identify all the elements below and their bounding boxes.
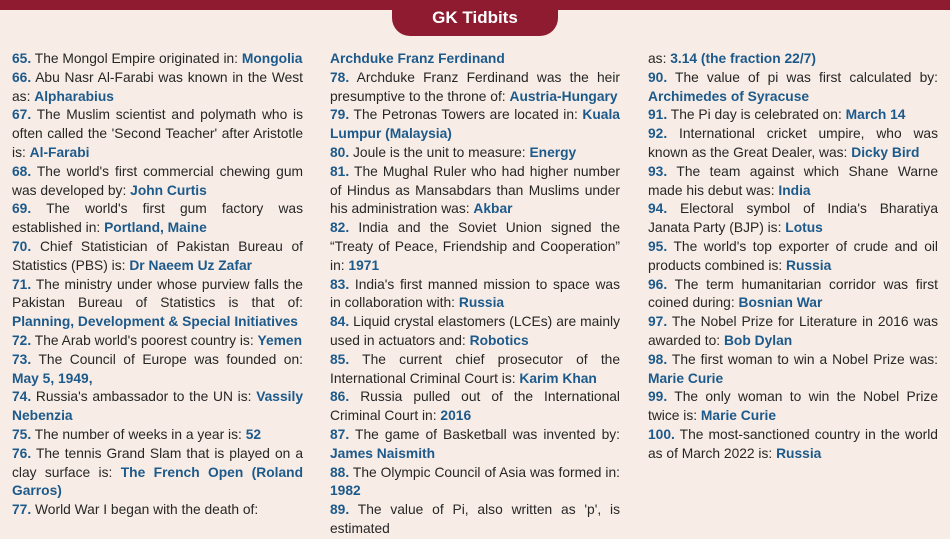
item-answer: Bosnian War [738, 295, 823, 311]
item-answer: Vassily Nebenzia [12, 389, 303, 424]
item-number: 82. [330, 220, 350, 236]
item-question: The value of pi was first calculated by: [675, 69, 938, 85]
item-answer: Planning, Development & Special Initiatives [12, 314, 298, 330]
quiz-item [648, 313, 938, 351]
column-1 [12, 50, 303, 520]
item-answer: Mongolia [241, 51, 303, 66]
item-answer: John Curtis [130, 182, 207, 198]
page-title: GK Tidbits [432, 8, 518, 27]
quiz-item [648, 163, 938, 201]
column-3 [648, 50, 938, 464]
item-question: The Petronas Towers are located in: [353, 107, 578, 123]
item-number: 69. [12, 201, 32, 217]
item-answer: May 5, 1949, [12, 370, 93, 386]
item-answer: Russia [458, 295, 505, 311]
item-answer: Portland, Maine [104, 220, 207, 236]
item-number: 93. [648, 163, 668, 179]
item-number: 89. [330, 502, 350, 518]
item-answer: Russia [776, 445, 822, 461]
item-question: The number of weeks in a year is: [34, 426, 242, 442]
item-question: Russia's ambassador to the UN is: [35, 389, 252, 405]
item-answer: Russia [786, 257, 832, 273]
item-question: The Arab world's poorest country is: [34, 332, 254, 348]
item-number: 66. [12, 69, 32, 85]
quiz-item [330, 69, 620, 107]
item-question: The tennis Grand Slam that is played on a clay surface is: [12, 445, 303, 480]
quiz-item [330, 50, 620, 69]
quiz-item [12, 351, 303, 389]
item-number: 86. [330, 389, 350, 405]
item-number: 77. [12, 502, 32, 518]
item-question: The term humanitarian corridor was first coined during: [648, 276, 938, 311]
item-answer: Robotics [469, 332, 529, 348]
item-question: The Mongol Empire originated in: [34, 51, 239, 66]
quiz-item [12, 445, 303, 501]
item-number: 84. [330, 314, 350, 330]
quiz-item [12, 106, 303, 162]
item-answer: Austria-Hungary [509, 88, 618, 104]
quiz-item [12, 332, 303, 351]
item-number: 96. [648, 276, 668, 292]
quiz-item [330, 276, 620, 314]
item-number: 83. [330, 276, 350, 292]
item-question: The first woman to win a Nobel Prize was: [671, 351, 938, 367]
item-question: The world's first commercial chewing gum was developed by: [12, 163, 303, 198]
item-question: Chief Statistician of Pakistan Bureau of Statistics (PBS) is: [12, 238, 303, 273]
quiz-item [330, 464, 620, 502]
item-number: 76. [12, 445, 32, 461]
quiz-item [12, 50, 303, 69]
quiz-item [12, 501, 303, 520]
item-question: Abu Nasr Al-Farabi was known in the West as: [12, 69, 303, 104]
item-question: The Nobel Prize for Literature in 2016 was awarded to: [648, 314, 938, 348]
item-answer: Energy [529, 144, 577, 160]
quiz-item [12, 238, 303, 276]
item-number: 78. [330, 69, 350, 85]
quiz-item [330, 313, 620, 351]
quiz-item [648, 106, 938, 125]
quiz-item [12, 200, 303, 238]
item-number: 90. [648, 69, 668, 85]
item-answer: 3.14 (the fraction 22/7) [670, 51, 816, 66]
item-question: The Council of Europe was founded on: [38, 351, 303, 367]
item-answer: Archimedes of Syracuse [648, 88, 810, 104]
item-question: India and the Soviet Union signed the “Treaty of Peace, Friendship and Cooperation” in: [330, 220, 620, 273]
item-answer: 52 [245, 426, 262, 442]
item-number: 85. [330, 351, 350, 367]
quiz-item [330, 219, 620, 275]
item-answer: Yemen [257, 332, 302, 348]
item-question: The current chief prosecutor of the International Criminal Court is: [330, 351, 620, 386]
item-number: 92. [648, 126, 668, 142]
column-2 [330, 50, 620, 539]
item-number: 98. [648, 351, 668, 367]
quiz-item [12, 163, 303, 201]
item-question: The game of Basketball was invented by: [355, 426, 620, 442]
item-question: The world's first gum factory was established in: [12, 201, 303, 236]
item-question: Electoral symbol of India's Bharatiya Janata Party (BJP) is: [648, 201, 938, 236]
item-number: 95. [648, 238, 668, 254]
quiz-item [330, 388, 620, 426]
item-question: The Muslim scientist and polymath who is often called the 'Second Teacher' after Aristotle is: [12, 107, 304, 160]
item-answer: March 14 [845, 107, 906, 123]
quiz-item [648, 426, 938, 464]
quiz-item [12, 276, 303, 332]
item-answer: Dicky Bird [851, 144, 920, 160]
quiz-item [648, 69, 938, 107]
item-answer: 1982 [330, 483, 361, 499]
item-answer: Dr Naeem Uz Zafar [129, 257, 252, 273]
quiz-item [648, 125, 938, 163]
item-answer: Kuala Lumpur (Malaysia) [330, 107, 620, 142]
quiz-item [330, 144, 620, 163]
item-number: 80. [330, 144, 350, 160]
item-answer: Karim Khan [519, 370, 597, 386]
quiz-item [12, 426, 303, 445]
item-number: 81. [330, 163, 350, 179]
quiz-item [648, 50, 938, 69]
item-question: Liquid crystal elastomers (LCEs) are mainly used in actuators and: [330, 314, 620, 348]
item-answer: India [778, 182, 811, 198]
quiz-item [648, 351, 938, 389]
quiz-item [330, 501, 620, 539]
item-answer: Bob Dylan [723, 332, 793, 348]
item-number: 67. [12, 107, 32, 123]
item-answer: Marie Curie [700, 408, 777, 424]
item-number: 91. [648, 107, 668, 123]
item-number: 99. [648, 389, 668, 405]
item-number: 70. [12, 238, 32, 254]
item-number: 79. [330, 107, 350, 123]
item-number: 75. [12, 426, 32, 442]
item-answer: Marie Curie [648, 370, 724, 386]
item-question: The value of Pi, also written as 'p', is estimated [330, 502, 620, 536]
item-question: Russia pulled out of the International Criminal Court in: [330, 389, 620, 424]
item-question: as: [648, 51, 667, 66]
item-answer: Archduke Franz Ferdinand [330, 51, 505, 66]
item-number: 97. [648, 314, 668, 330]
item-question: India's first manned mission to space was in collaboration with: [330, 276, 620, 311]
item-number: 88. [330, 464, 350, 480]
item-number: 72. [12, 332, 32, 348]
item-question: The Pi day is celebrated on: [670, 107, 842, 123]
item-number: 68. [12, 163, 32, 179]
header-tab [392, 0, 558, 36]
item-answer: Alpharabius [34, 88, 114, 104]
item-question: Joule is the unit to measure: [353, 144, 526, 160]
item-answer: The French Open (Roland Garros) [12, 464, 304, 499]
item-question: The most-sanctioned country in the world as of March 2022 is: [648, 426, 938, 461]
quiz-item [648, 388, 938, 426]
quiz-item [330, 106, 620, 144]
item-number: 73. [12, 351, 32, 367]
quiz-item [12, 69, 303, 107]
item-answer: 1971 [348, 257, 380, 273]
item-number: 87. [330, 426, 350, 442]
quiz-item [330, 351, 620, 389]
item-number: 94. [648, 201, 668, 217]
quiz-item [648, 276, 938, 314]
item-question: The world's top exporter of crude and oil products combined is: [648, 238, 938, 273]
item-number: 65. [12, 51, 32, 66]
item-question: The Olympic Council of Asia was formed in: [352, 464, 620, 480]
quiz-item [330, 426, 620, 464]
quiz-item [648, 238, 938, 276]
item-number: 100. [648, 426, 675, 442]
quiz-item [648, 200, 938, 238]
item-answer: 2016 [440, 408, 472, 424]
item-number: 71. [12, 276, 32, 292]
item-question: International cricket umpire, who was known as the Great Dealer, was: [648, 126, 939, 160]
item-question: The Mughal Ruler who had higher number of Hindus as Mansabdars than Muslims under his administration was: [330, 163, 620, 217]
item-question: The only woman to win the Nobel Prize twice is: [648, 389, 938, 424]
item-question: The ministry under whose purview falls the Pakistan Bureau of Statistics is that of: [12, 276, 303, 311]
item-question: Archduke Franz Ferdinand was the heir presumptive to the throne of: [330, 69, 620, 104]
item-question: The team against which Shane Warne made his debut was: [648, 163, 938, 198]
item-answer: Lotus [785, 220, 823, 236]
quiz-item [330, 163, 620, 219]
item-number: 74. [12, 389, 32, 405]
item-answer: James Naismith [330, 445, 436, 461]
item-answer: Akbar [473, 201, 513, 217]
quiz-item [12, 388, 303, 426]
item-question: World War I began with the death of: [35, 502, 259, 518]
item-answer: Al-Farabi [29, 144, 90, 160]
